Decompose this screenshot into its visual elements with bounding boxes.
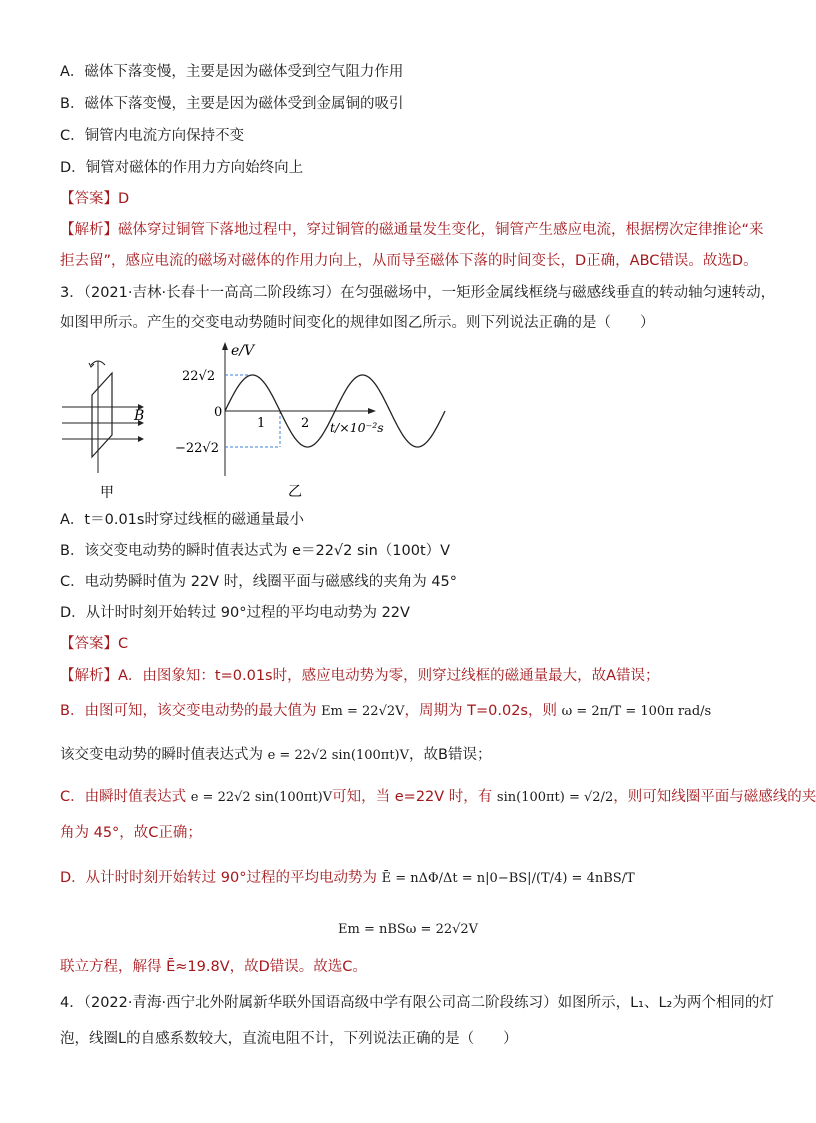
q2-answer-tag: 【答案】 (60, 191, 118, 207)
q2-answer-line (60, 189, 129, 209)
q3-analysis-d-expr: Ē = nΔΦ/Δt = n|0−BS|/(T/4) = 4nBS/T (381, 871, 635, 886)
q2-analysis-text-1: 磁体穿过铜管下落地过程中，穿过铜管的磁通量发生变化，铜管产生感应电流，根据楞次定律推论“来 (118, 222, 764, 238)
q3-option-b: B．该交变电动势的瞬时值表达式为 e＝22√2 sin（100t）V (60, 543, 451, 559)
q3-analysis-c-end: ，则可知线圈平面与磁感线的夹 (613, 789, 816, 805)
q3-analysis-b-em: Em = 22√2V (321, 704, 405, 719)
figure-yi-caption: 乙 (288, 484, 302, 500)
coil-frame (92, 373, 112, 457)
q3-analysis-c-text: C．由瞬时值表达式 (60, 789, 187, 805)
q3-stem-line-1: 3．（2021·吉林·长春十一高高二阶段练习）在匀强磁场中，一矩形金属线框绕与磁感线垂直的转动轴匀速转动， (60, 285, 776, 301)
q3-answer-tag: 【答案】 (60, 636, 118, 652)
y-min-label: −22√2 (175, 441, 219, 456)
q3-analysis-c-expr: e = 22√2 sin(100πt)V (190, 790, 333, 805)
q3-center-equation: Em = nBSω = 22√2V (338, 922, 479, 937)
q2-option-d: D．铜管对磁体的作用力方向始终向上 (60, 160, 304, 176)
q3-answer-line (60, 634, 128, 654)
q3-analysis-c-line-2: 角为 45°，故C正确； (60, 825, 202, 841)
q2-analysis-tag: 【解析】 (60, 222, 118, 238)
b-field-label: B (134, 408, 145, 424)
q2-option-b: B．磁体下落变慢，主要是因为磁体受到金属铜的吸引 (60, 96, 404, 112)
tick-2-label: 2 (301, 416, 310, 431)
q3-option-d: D．从计时时刻开始转过 90°过程的平均电动势为 22V (60, 605, 410, 621)
q3-analysis-d-line (60, 868, 635, 889)
q3-analysis-b-period: ，周期为 T=0.02s，则 (404, 703, 557, 719)
x-axis-label: t/×10⁻²s (330, 420, 384, 435)
q3-conclusion: 联立方程，解得 Ē≈19.8V，故D错误。故选C。 (60, 959, 367, 975)
figure-yi (170, 338, 400, 503)
q3-option-a: A．t＝0.01s时穿过线框的磁通量最小 (60, 512, 304, 528)
q3-option-c: C．电动势瞬时值为 22V 时，线圈平面与磁感线的夹角为 45° (60, 574, 458, 590)
q3-analysis-c-sin: sin(100πt) = √2/2 (496, 790, 614, 805)
q3-analysis-b2-expr: e = 22√2 sin(100πt)V (267, 748, 410, 763)
q2-option-c: C．铜管内电流方向保持不变 (60, 128, 245, 144)
q3-analysis-a: A．由图象知：t=0.01s时，感应电动势为零，则穿过线框的磁通量最大，故A错误； (118, 668, 660, 684)
figure-jia (60, 355, 170, 505)
q3-analysis-b-text: B．由图可知，该交变电动势的最大值为 (60, 703, 317, 719)
q3-answer-value: C (118, 636, 129, 652)
q3-analysis-a-line (60, 666, 660, 686)
q2-option-a: A．磁体下落变慢，主要是因为磁体受到空气阻力作用 (60, 64, 404, 80)
q3-analysis-b-omega: ω = 2π/T = 100π rad/s (561, 704, 712, 719)
q3-analysis-d-text: D．从计时时刻开始转过 90°过程的平均电动势为 (60, 870, 377, 886)
q3-analysis-b2-end: ，故B错误； (409, 747, 492, 763)
y-axis-label: e/V (231, 343, 255, 359)
origin-label: 0 (214, 405, 223, 420)
q2-analysis-line-2: 拒去留”，感应电流的磁场对磁体的作用力向上，从而导至磁体下落的时间变长，D正确，ABC错误。故选D。 (60, 253, 758, 269)
figure-jia-caption: 甲 (100, 485, 114, 501)
y-max-label: 22√2 (182, 369, 216, 384)
q3-stem-line-2: 如图甲所示。产生的交变电动势随时间变化的规律如图乙所示。则下列说法正确的是（ ） (60, 315, 655, 331)
q3-analysis-b2-text: 该交变电动势的瞬时值表达式为 (60, 747, 263, 763)
q2-analysis-line-1 (60, 220, 764, 240)
q3-analysis-b-line (60, 701, 711, 722)
q4-stem-line-1: 4．（2022·青海·西宁北外附属新华联外国语高级中学有限公司高二阶段练习）如图所示，L₁、L₂为两个相同的灯 (60, 995, 774, 1011)
tick-1-label: 1 (257, 416, 266, 431)
q3-analysis-c-line (60, 787, 816, 808)
q3-analysis-tag: 【解析】 (60, 668, 118, 684)
q3-analysis-b2-line (60, 745, 491, 766)
q4-stem-line-2: 泡，线圈L的自感系数较大，直流电阻不计，下列说法正确的是（ ） (60, 1031, 518, 1047)
q2-answer-value: D (118, 191, 130, 207)
q3-analysis-c-mid: 可知，当 e=22V 时，有 (332, 789, 493, 805)
